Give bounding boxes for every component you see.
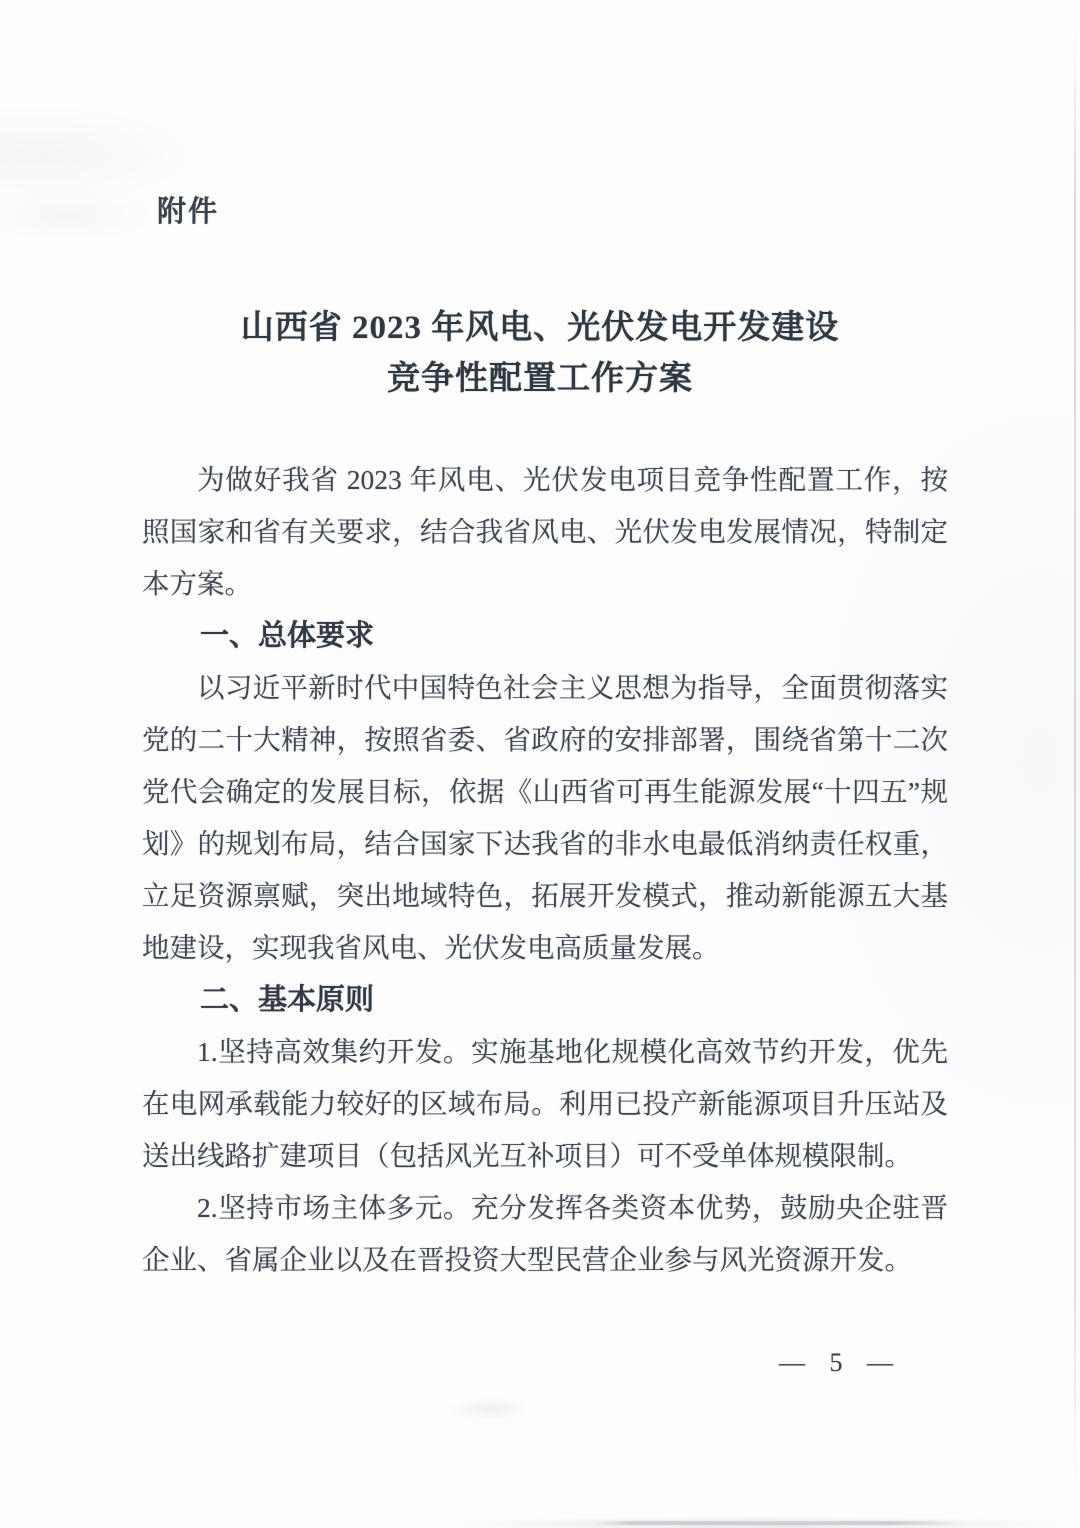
document-body — [142, 454, 948, 1286]
attachment-label: 附件 — [157, 196, 220, 228]
scan-bottom-shadow-artifact — [595, 1521, 965, 1525]
scan-edge-artifact — [1074, 28, 1076, 1488]
body-paragraph: 为做好我省 2023 年风电、光伏发电项目竞争性配置工作，按照国家和省有关要求，结合我省风电、光伏发电发展情况，特制定本方案。 — [142, 464, 948, 599]
body-paragraph: 以习近平新时代中国特色社会主义思想为指导，全面贯彻落实党的二十大精神，按照省委、省政府的安排部署，围绕省第十二次党代会确定的发展目标，依据《山西省可再生能源发展“十四五”规划》的规划布局，结合国家下达我省的非水电最低消纳责任权重，立足资源禀赋，突出地域特色，拓展开发模式，推动新能源五大基地建设，实现我省风电、光伏发电高质量发展。 — [142, 672, 948, 963]
page-number: — 5 — — [779, 1348, 902, 1377]
body-paragraph: 2.坚持市场主体多元。充分发挥各类资本优势，鼓励央企驻晋企业、省属企业以及在晋投资大型民营企业参与风光资源开发。 — [142, 1192, 948, 1275]
document-title — [0, 303, 1080, 405]
section-heading: 一、总体要求 — [200, 620, 375, 652]
document-title-line-1: 山西省 2023 年风电、光伏发电开发建设 — [240, 310, 840, 346]
section-heading: 二、基本原则 — [200, 984, 375, 1016]
body-paragraph: 1.坚持高效集约开发。实施基地化规模化高效节约开发，优先在电网承载能力较好的区域布局。利用已投产新能源项目升压站及送出线路扩建项目（包括风光互补项目）可不受单体规模限制。 — [142, 1036, 948, 1171]
document-title-line-2: 竞争性配置工作方案 — [387, 361, 693, 397]
